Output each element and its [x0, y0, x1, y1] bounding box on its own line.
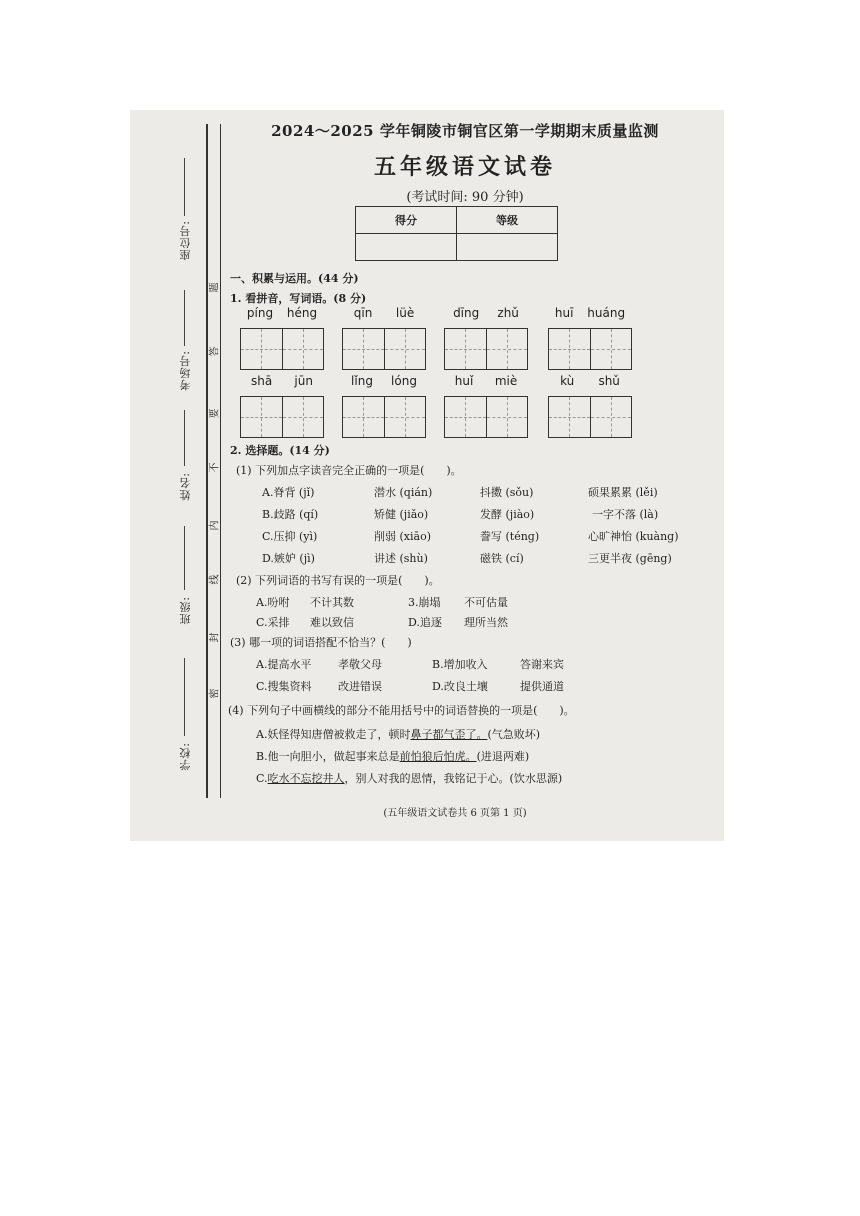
q2-1-b4: 一字不落 (là)	[592, 508, 659, 521]
q2-4-c-option: ，别人对我的恩情，我铭记于心。(饮水思源)	[344, 772, 563, 785]
q2-1-b1: B.歧路 (qí)	[262, 508, 319, 521]
q2-3-c2: 改进错误	[338, 680, 382, 693]
name-blank	[184, 410, 185, 466]
q2-1-d3: 磁铁 (cí)	[480, 552, 524, 565]
seat-number-label: 座位号:	[179, 220, 192, 261]
writing-grid[interactable]	[548, 328, 632, 370]
seal-char-1: 题	[209, 282, 221, 293]
exam-title-line2: 五年级语文试卷	[373, 154, 556, 180]
name-label: 姓名:	[179, 472, 192, 501]
q2-1-b3: 发酵 (jiào)	[480, 508, 535, 521]
q2-3-a3: B.增加收入	[432, 658, 488, 671]
pinyin-box-2	[342, 306, 426, 370]
writing-grid[interactable]	[342, 328, 426, 370]
exam-room-label: 考场号:	[179, 350, 192, 391]
score-table	[355, 206, 558, 261]
q2-4-a-option: (气急败坏)	[487, 728, 541, 741]
q2-4-option-c	[256, 770, 562, 786]
pinyin: jūn	[294, 374, 313, 388]
q2-3-a1: A.提高水平	[256, 658, 312, 671]
pinyin: lóng	[391, 374, 417, 388]
seal-char-8: 密	[209, 688, 221, 699]
pinyin-box-8	[548, 374, 632, 438]
q2-2-a2: 不计其数	[310, 596, 354, 609]
q2-1-a3: 抖擞 (sǒu)	[480, 486, 534, 499]
section1-heading: 一、积累与运用。(44 分)	[230, 272, 359, 285]
q2-1-a1: A.脊背 (jǐ)	[262, 486, 315, 499]
pinyin: héng	[286, 306, 318, 320]
writing-grid[interactable]	[548, 396, 632, 438]
q2-2-a3: 3.崩塌	[408, 596, 441, 609]
seat-number-blank	[184, 158, 185, 216]
q2-1-c1: C.压抑 (yì)	[262, 530, 318, 543]
score-cell	[356, 234, 457, 261]
q2-2-a4: 不可估量	[464, 596, 508, 609]
pinyin-box-3	[444, 306, 528, 370]
school-label: 学校:	[179, 742, 192, 771]
q2-4-b-option: (进退两难)	[476, 750, 530, 763]
q2-4-c-underlined: 吃水不忘挖井人	[267, 772, 345, 785]
q2-2-c4: 理所当然	[464, 616, 508, 629]
q2-4-stem: (4) 下列句子中画横线的部分不能用括号中的词语替换的一项是( )。	[228, 704, 575, 717]
school-blank	[184, 658, 185, 736]
pinyin: huī	[554, 306, 574, 320]
pinyin: lǐng	[351, 374, 373, 388]
exam-room-blank	[184, 290, 185, 346]
pinyin: píng	[246, 306, 274, 320]
seal-char-3: 要	[209, 408, 221, 419]
q2-1-d4: 三更半夜 (gēng)	[588, 552, 672, 565]
q2-1-c3: 誊写 (téng)	[480, 530, 540, 543]
q2-2-c1: C.采排	[256, 616, 290, 629]
pinyin: qīn	[353, 306, 373, 320]
q2-1-b2: 矫健 (jiǎo)	[374, 508, 429, 521]
pinyin: zhǔ	[497, 306, 519, 320]
q2-4-a-underlined: 鼻子都气歪了。	[410, 728, 488, 741]
page-footer: (五年级语文试卷共 6 页第 1 页)	[383, 808, 527, 819]
q2-4-a-text: A.妖怪得知唐僧被救走了，顿时	[256, 728, 411, 741]
q2-1-a4: 硕果累累 (lěi)	[588, 486, 658, 499]
q1-heading: 1. 看拼音，写词语。(8 分)	[230, 292, 367, 305]
pinyin-box-6	[342, 374, 426, 438]
exam-time: (考试时间: 90 分钟)	[406, 190, 524, 205]
writing-grid[interactable]	[240, 328, 324, 370]
exam-title-line1: 2024～2025 学年铜陵市铜官区第一学期期末质量监测	[271, 122, 659, 140]
pinyin: lüè	[395, 306, 415, 320]
q2-4-b-text: B.他一向胆小，做起事来总是	[256, 750, 400, 763]
pinyin: kù	[560, 374, 575, 388]
seal-char-7: 封	[209, 632, 221, 643]
q2-4-c-text: C.	[256, 772, 268, 785]
q2-heading: 2. 选择题。(14 分)	[230, 444, 330, 457]
pinyin: shǔ	[598, 374, 620, 388]
pinyin-box-7	[444, 374, 528, 438]
q2-3-c4: 提供通道	[520, 680, 564, 693]
q2-3-a2: 孝敬父母	[338, 658, 382, 671]
q2-3-c1: C.搜集资料	[256, 680, 312, 693]
seal-char-2: 答	[209, 346, 221, 357]
q2-4-option-a	[256, 726, 540, 742]
grade-cell	[457, 234, 558, 261]
q2-2-c2: 难以致信	[310, 616, 354, 629]
score-header: 得分	[356, 207, 457, 234]
q2-1-d1: D.嫉妒 (jì)	[262, 552, 315, 565]
q2-2-c3: D.追逐	[408, 616, 442, 629]
pinyin-box-4	[548, 306, 632, 370]
q2-1-c4: 心旷神怡 (kuàng)	[588, 530, 679, 543]
q2-1-stem: (1) 下列加点字读音完全正确的一项是( )。	[236, 464, 462, 477]
q2-3-stem: (3) 哪一项的词语搭配不恰当？( )	[230, 636, 412, 649]
pinyin: miè	[494, 374, 518, 388]
writing-grid[interactable]	[444, 328, 528, 370]
q2-1-c2: 削弱 (xiāo)	[374, 530, 431, 543]
q2-2-stem: (2) 下列词语的书写有误的一项是( )。	[236, 574, 440, 587]
pinyin: dīng	[453, 306, 480, 320]
q2-2-a1: A.吩咐	[256, 596, 290, 609]
writing-grid[interactable]	[240, 396, 324, 438]
q2-4-b-underlined: 前怕狼后怕虎。	[399, 750, 477, 763]
q2-4-option-b	[256, 748, 529, 764]
grade-header: 等级	[457, 207, 558, 234]
class-blank	[184, 526, 185, 590]
q2-3-a4: 答谢来宾	[520, 658, 564, 671]
class-label: 班级:	[179, 596, 192, 625]
seal-char-5: 内	[209, 520, 221, 531]
q2-3-c3: D.改良土壤	[432, 680, 488, 693]
pinyin: huáng	[587, 306, 626, 320]
q2-1-a2: 潜水 (qián)	[374, 486, 433, 499]
pinyin-box-5	[240, 374, 324, 438]
pinyin: shā	[251, 374, 273, 388]
seal-char-6: 线	[209, 574, 221, 585]
writing-grid[interactable]	[444, 396, 528, 438]
pinyin-box-1	[240, 306, 324, 370]
writing-grid[interactable]	[342, 396, 426, 438]
exam-photo	[130, 110, 724, 841]
q2-1-d2: 讲述 (shù)	[374, 552, 428, 565]
pinyin: huǐ	[454, 374, 474, 388]
seal-char-4: 不	[209, 462, 221, 473]
